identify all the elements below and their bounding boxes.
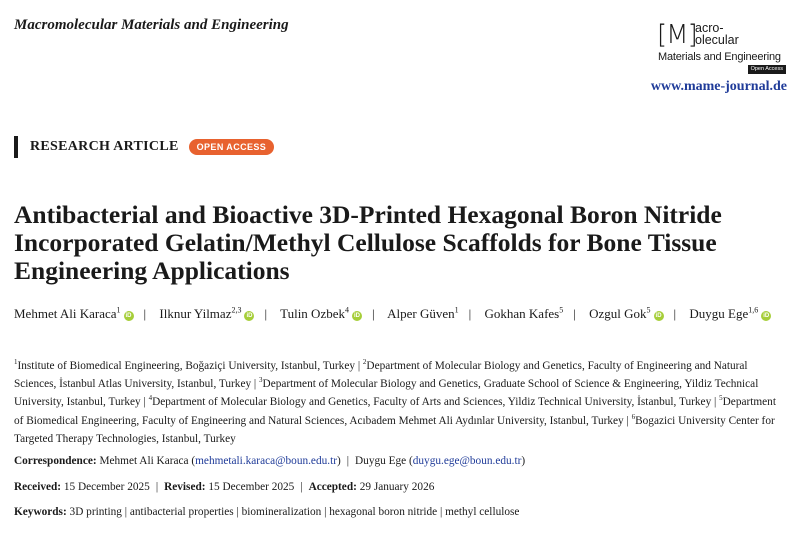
- journal-url-link[interactable]: www.mame-journal.de: [650, 79, 787, 94]
- orcid-icon[interactable]: iD: [763, 313, 770, 319]
- affiliation-item: [14, 360, 355, 372]
- affiliation-item: [149, 396, 712, 408]
- keywords-list: 3D printing | antibacterial properties | biomineralization | hexagonal boron nitride | methyl cellulose: [69, 506, 520, 518]
- keywords-line: [14, 506, 519, 518]
- correspondence-label: Correspondence:: [14, 455, 97, 467]
- author-name[interactable]: Ilknur Yilmaz$^{2,3}$iD: [159, 305, 253, 321]
- logo-line1: acro-: [695, 21, 724, 35]
- keyword[interactable]: 3D printing: [69, 506, 122, 518]
- affiliations: $^1$Institute of Biomedical Engineering, Boğaziçi University, Istanbul, Turkey | $^2$Department of Molecular Biology and Genetics, Faculty of Engineering and Natural Sciences, İstanbul Atlas University, Istanbul, Turkey | $^3$Department of Molecular Biology and Genetics, Graduate School of Science & Engineering, Yildiz Technical University, Istanbul, Turkey | $^4$Department of Molecular Biology and Genetics, Faculty of Arts and Sciences, Yildiz Technical University, İstanbul, Turkey | $^5$Department of Biomedical Engineering, Faculty of Engineering and Natural Sciences, Acıbadem Mehmet Ali Aydınlar University, Istanbul, Turkey | $^6$Bogazici University Center for Targeted Therapy Technologies, Istanbul, Turkey: [14, 358, 776, 445]
- separator: |: [346, 455, 350, 467]
- author-affiliation-marker: 5: [646, 305, 651, 315]
- revised-label: Revised:: [164, 481, 206, 493]
- article-type-bar: [14, 136, 18, 158]
- author-separator: |: [264, 306, 268, 321]
- author-separator: |: [673, 306, 677, 321]
- correspondence-author-2: Duygu Ege: [355, 455, 407, 467]
- received-label: Received:: [14, 481, 62, 493]
- affiliation-text: Department of Molecular Biology and Genetics, Faculty of Arts and Sciences, Yildiz Technical University, İstanbul, Turkey: [152, 396, 712, 409]
- accepted-label: Accepted:: [308, 481, 357, 493]
- author-separator: |: [143, 306, 147, 321]
- keyword[interactable]: biomineralization: [241, 506, 322, 518]
- keywords-label: Keywords:: [14, 506, 67, 518]
- logo-open-access-badge: Open Access: [748, 65, 786, 74]
- affiliation-number: 3: [259, 376, 263, 385]
- author-separator: |: [468, 306, 472, 321]
- affiliation-text: Department of Molecular Biology and Genetics, Graduate School of Science & Engineering, Yildiz Technical University, Istanbul, Turkey: [14, 378, 759, 409]
- correspondence-email-2[interactable]: duygu.ege@boun.edu.tr: [412, 455, 522, 467]
- author-name[interactable]: Mehmet Ali Karaca$^1$iD: [14, 305, 132, 321]
- author-list: [14, 304, 789, 323]
- accepted-date: 29 January 2026: [359, 481, 435, 493]
- keyword[interactable]: antibacterial properties: [129, 506, 234, 518]
- correspondence-email-1[interactable]: mehmetali.karaca@boun.edu.tr: [195, 455, 337, 467]
- dates-line: [14, 481, 434, 493]
- separator: |: [300, 481, 303, 493]
- affiliation-number: 1: [14, 358, 18, 367]
- affiliation-text: Bogazici University Center for Targeted Therapy Technologies, Istanbul, Turkey: [14, 414, 775, 445]
- journal-logo[interactable]: [655, 22, 787, 78]
- author-affiliation-marker: 2,3: [231, 305, 242, 315]
- affiliation-text: Institute of Biomedical Engineering, Boğaziçi University, Istanbul, Turkey: [17, 360, 355, 372]
- orcid-icon[interactable]: iD: [655, 313, 662, 319]
- article-type-label: RESEARCH ARTICLE: [30, 139, 179, 154]
- article-type-row: [14, 136, 274, 158]
- received-date: 15 December 2025: [63, 481, 150, 493]
- correspondence-author-1: Mehmet Ali Karaca: [99, 455, 189, 467]
- author-affiliation-marker: 5: [559, 305, 564, 315]
- orcid-icon[interactable]: iD: [246, 313, 253, 319]
- author-name[interactable]: Ozgul Gok$^5$iD: [589, 305, 662, 321]
- logo-bracket: [M]: [657, 20, 697, 50]
- affiliation-number: 2: [362, 358, 367, 367]
- author-affiliation-marker: 1: [454, 305, 459, 315]
- author-affiliation-marker: 4: [344, 305, 349, 315]
- open-access-badge[interactable]: OPEN ACCESS: [189, 139, 275, 155]
- affiliation-number: 5: [719, 394, 723, 403]
- revised-date: 15 December 2025: [208, 481, 295, 493]
- correspondence-line: Correspondence: Mehmet Ali Karaca (mehmetali.karaca@boun.edu.tr) | Duygu Ege (duygu.ege@boun.edu.tr): [14, 455, 526, 467]
- orcid-icon[interactable]: iD: [353, 313, 360, 319]
- keyword[interactable]: hexagonal boron nitride: [329, 506, 438, 518]
- author-affiliation-marker: 1,6: [748, 305, 759, 315]
- affiliation-text: Department of Molecular Biology and Genetics, Faculty of Engineering and Natural Sciences, İstanbul Atlas University, Istanbul, Turkey: [14, 360, 748, 391]
- keyword[interactable]: methyl cellulose: [445, 506, 520, 518]
- author-name[interactable]: Duygu Ege$^{1,6}$iD: [689, 305, 770, 321]
- affiliation-text: Department of Biomedical Engineering, Faculty of Engineering and Natural Sciences, Acıbadem Mehmet Ali Aydınlar University, Istanbul, Turkey: [14, 396, 776, 427]
- journal-name: Macromolecular Materials and Engineering: [14, 17, 289, 33]
- logo-line3: Materials and Engineering: [658, 51, 781, 63]
- article-title: Antibacterial and Bioactive 3D-Printed Hexagonal Boron Nitride Incorporated Gelatin/Methyl Cellulose Scaffolds for Bone Tissue Engineering Applications: [14, 200, 722, 285]
- separator: |: [155, 481, 159, 493]
- author-separator: |: [573, 306, 576, 321]
- author-name[interactable]: Alper Güven$^1$: [387, 305, 459, 321]
- author-name[interactable]: Gokhan Kafes$^5$: [484, 305, 564, 321]
- author-separator: |: [371, 306, 375, 321]
- author-affiliation-marker: 1: [116, 305, 121, 315]
- affiliation-number: 4: [148, 394, 153, 403]
- author-name[interactable]: Tulin Ozbek$^4$iD: [280, 305, 360, 321]
- affiliation-number: 6: [631, 412, 636, 421]
- orcid-icon[interactable]: iD: [125, 313, 132, 319]
- logo-line2: olecular: [695, 33, 739, 47]
